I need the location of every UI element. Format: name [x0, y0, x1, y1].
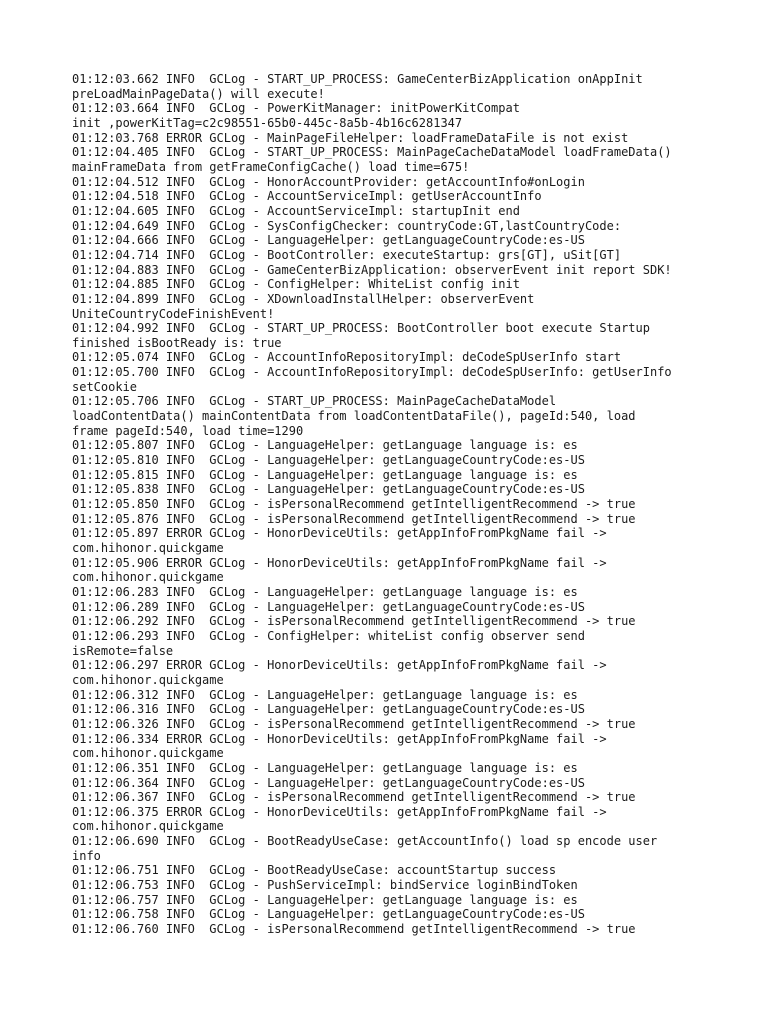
- log-line: 01:12:05.700 INFO GCLog - AccountInfoRepositoryImpl: deCodeSpUserInfo: getUserInfo: [72, 365, 672, 380]
- log-line: UniteCountryCodeFinishEvent!: [72, 306, 275, 321]
- log-line: 01:12:04.649 INFO GCLog - SysConfigChecker: countryCode:GT,lastCountryCode:: [72, 218, 622, 233]
- log-line: 01:12:06.289 INFO GCLog - LanguageHelper: getLanguageCountryCode:es-US: [72, 599, 585, 614]
- log-line: finished isBootReady is: true: [72, 335, 282, 350]
- log-line: 01:12:04.885 INFO GCLog - ConfigHelper: WhiteList config init: [72, 277, 520, 292]
- log-line: 01:12:05.838 INFO GCLog - LanguageHelper: getLanguageCountryCode:es-US: [72, 482, 585, 497]
- log-line: 01:12:06.297 ERROR GCLog - HonorDeviceUtils: getAppInfoFromPkgName fail ->: [72, 658, 607, 673]
- log-line: info: [72, 848, 101, 863]
- log-line: 01:12:06.351 INFO GCLog - LanguageHelper: getLanguage language is: es: [72, 760, 578, 775]
- log-line: 01:12:05.706 INFO GCLog - START_UP_PROCESS: MainPageCacheDataModel: [72, 394, 557, 409]
- log-line: 01:12:04.883 INFO GCLog - GameCenterBizApplication: observerEvent init report SDK!: [72, 262, 672, 277]
- log-line: 01:12:06.292 INFO GCLog - isPersonalRecommend getIntelligentRecommend -> true: [72, 614, 636, 629]
- log-line: 01:12:06.757 INFO GCLog - LanguageHelper: getLanguage language is: es: [72, 892, 578, 907]
- log-document: [72, 72, 712, 937]
- log-line: 01:12:04.714 INFO GCLog - BootController: executeStartup: grs[GT], uSit[GT]: [72, 247, 622, 262]
- log-line: 01:12:05.074 INFO GCLog - AccountInfoRepositoryImpl: deCodeSpUserInfo start: [72, 350, 622, 365]
- log-line: isRemote=false: [72, 643, 174, 658]
- log-line: 01:12:06.751 INFO GCLog - BootReadyUseCase: accountStartup success: [72, 863, 557, 878]
- log-line: 01:12:04.605 INFO GCLog - AccountServiceImpl: startupInit end: [72, 203, 520, 218]
- log-line: 01:12:03.768 ERROR GCLog - MainPageFileHelper: loadFrameDataFile is not exist: [72, 130, 629, 145]
- log-line: com.hihonor.quickgame: [72, 570, 224, 585]
- log-line: 01:12:05.810 INFO GCLog - LanguageHelper: getLanguageCountryCode:es-US: [72, 453, 585, 468]
- log-line: 01:12:06.316 INFO GCLog - LanguageHelper: getLanguageCountryCode:es-US: [72, 702, 585, 717]
- log-line: 01:12:06.760 INFO GCLog - isPersonalRecommend getIntelligentRecommend -> true: [72, 922, 636, 937]
- log-line: 01:12:04.512 INFO GCLog - HonorAccountProvider: getAccountInfo#onLogin: [72, 174, 585, 189]
- log-line: 01:12:05.906 ERROR GCLog - HonorDeviceUtils: getAppInfoFromPkgName fail ->: [72, 555, 607, 570]
- log-line: 01:12:05.876 INFO GCLog - isPersonalRecommend getIntelligentRecommend -> true: [72, 511, 636, 526]
- log-line: 01:12:05.850 INFO GCLog - isPersonalRecommend getIntelligentRecommend -> true: [72, 497, 636, 512]
- log-line: 01:12:04.518 INFO GCLog - AccountServiceImpl: getUserAccountInfo: [72, 189, 542, 204]
- log-line: 01:12:05.815 INFO GCLog - LanguageHelper: getLanguage language is: es: [72, 467, 578, 482]
- log-line: setCookie: [72, 379, 138, 394]
- log-line: 01:12:06.293 INFO GCLog - ConfigHelper: whiteList config observer send: [72, 628, 585, 643]
- log-line: init ,powerKitTag=c2c98551-65b0-445c-8a5b-4b16c6281347: [72, 115, 463, 130]
- log-line: 01:12:06.334 ERROR GCLog - HonorDeviceUtils: getAppInfoFromPkgName fail ->: [72, 731, 607, 746]
- log-line: loadContentData() mainContentData from loadContentDataFile(), pageId:540, load: [72, 409, 636, 424]
- log-line: 01:12:05.807 INFO GCLog - LanguageHelper: getLanguage language is: es: [72, 438, 578, 453]
- log-line: 01:12:04.666 INFO GCLog - LanguageHelper: getLanguageCountryCode:es-US: [72, 233, 585, 248]
- log-line: 01:12:06.753 INFO GCLog - PushServiceImpl: bindService loginBindToken: [72, 878, 578, 893]
- log-line: com.hihonor.quickgame: [72, 819, 224, 834]
- log-line: 01:12:04.992 INFO GCLog - START_UP_PROCESS: BootController boot execute Startup: [72, 321, 650, 336]
- log-line: com.hihonor.quickgame: [72, 746, 224, 761]
- log-line: 01:12:06.367 INFO GCLog - isPersonalRecommend getIntelligentRecommend -> true: [72, 790, 636, 805]
- log-line: 01:12:06.375 ERROR GCLog - HonorDeviceUtils: getAppInfoFromPkgName fail ->: [72, 804, 607, 819]
- log-line: 01:12:03.662 INFO GCLog - START_UP_PROCESS: GameCenterBizApplication onAppInit: [72, 72, 643, 86]
- log-line: 01:12:06.326 INFO GCLog - isPersonalRecommend getIntelligentRecommend -> true: [72, 716, 636, 731]
- log-line: 01:12:06.312 INFO GCLog - LanguageHelper: getLanguage language is: es: [72, 687, 578, 702]
- log-line: 01:12:06.758 INFO GCLog - LanguageHelper: getLanguageCountryCode:es-US: [72, 907, 585, 922]
- log-line: 01:12:04.899 INFO GCLog - XDownloadInstallHelper: observerEvent: [72, 291, 535, 306]
- log-line: frame pageId:540, load time=1290: [72, 423, 304, 438]
- log-line: com.hihonor.quickgame: [72, 541, 224, 555]
- log-line: preLoadMainPageData() will execute!: [72, 86, 325, 101]
- log-line: 01:12:03.664 INFO GCLog - PowerKitManager: initPowerKitCompat: [72, 101, 520, 116]
- log-line: mainFrameData from getFrameConfigCache() load time=675!: [72, 159, 470, 174]
- log-line: 01:12:06.283 INFO GCLog - LanguageHelper: getLanguage language is: es: [72, 584, 578, 599]
- log-line: com.hihonor.quickgame: [72, 672, 224, 687]
- log-line: 01:12:06.364 INFO GCLog - LanguageHelper: getLanguageCountryCode:es-US: [72, 775, 585, 790]
- log-line: 01:12:05.897 ERROR GCLog - HonorDeviceUtils: getAppInfoFromPkgName fail ->: [72, 526, 607, 541]
- log-line: 01:12:04.405 INFO GCLog - START_UP_PROCESS: MainPageCacheDataModel loadFrameData(): [72, 145, 672, 160]
- log-line: 01:12:06.690 INFO GCLog - BootReadyUseCase: getAccountInfo() load sp encode user: [72, 834, 658, 849]
